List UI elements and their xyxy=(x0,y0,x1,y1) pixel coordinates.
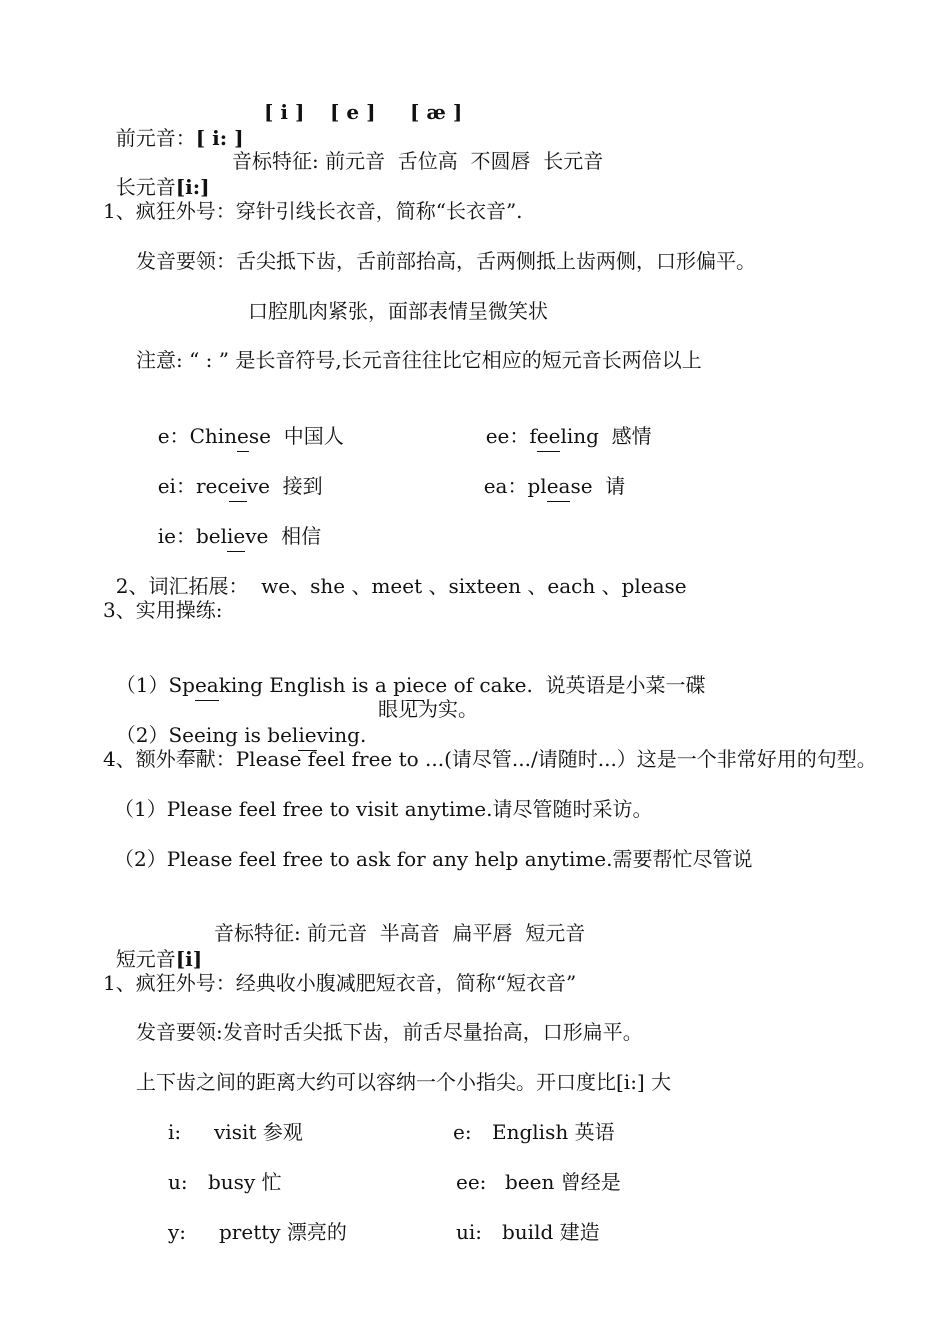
vocab-line xyxy=(103,547,687,599)
short-spelling-letters: y: xyxy=(168,1220,187,1244)
practice-sentence-1 xyxy=(103,646,706,698)
text-part: （2）S xyxy=(115,723,183,747)
text-part: ce of cake. 说英语是小菜一碟 xyxy=(424,673,706,697)
short-pronunciation-2: 上下齿之间的距离大约可以容纳一个小指尖。开口度比[i:] 大 xyxy=(136,1070,672,1094)
long-section-4-title: 4、额外奉献：Please feel free to ...(请尽管.../请随时...）这是一个非常好用的句型。 xyxy=(103,747,877,771)
long-section-1-title: 1、疯狂外号：穿针引线长衣音，简称“长衣音”. xyxy=(103,199,523,223)
word-meaning: 接到 xyxy=(282,474,323,498)
underlined-letters: ie xyxy=(405,673,425,697)
front-vowels-label: 前元音： xyxy=(115,126,196,150)
word-part: ve xyxy=(245,524,269,548)
short-vowel-features: 音标特征: 前元音 半高音 扁平唇 短元音 xyxy=(214,921,586,945)
underlined-letters: ee xyxy=(536,424,561,448)
word-meaning: 感情 xyxy=(611,424,652,448)
underlined-letters: ee xyxy=(182,723,206,747)
word-part: rec xyxy=(195,474,229,498)
short-vowel-heading-prefix: 短元音 xyxy=(115,947,176,971)
long-section-3-title: 3、实用操练: xyxy=(103,598,223,622)
spelling-example xyxy=(473,397,652,449)
text-part: ing is bel xyxy=(205,723,299,747)
long-section-2-title: 2、词汇拓展： xyxy=(115,574,249,598)
long-vowel-heading-symbol: [i:] xyxy=(175,175,210,199)
spelling-example xyxy=(145,447,323,499)
text-part: king English is a p xyxy=(218,673,406,697)
word-part: pl xyxy=(527,474,547,498)
short-spelling-letters: ui: xyxy=(456,1220,483,1244)
spelling-letters: e： xyxy=(157,424,190,448)
spelling-letters: ee： xyxy=(485,424,530,448)
spelling-letters: ea： xyxy=(483,474,528,498)
underlined-letters: ie xyxy=(227,524,246,548)
short-section-1-title: 1、疯狂外号：经典收小腹减肥短衣音，简称“短衣音” xyxy=(103,971,577,995)
extra-sentence-1: （1）Please feel free to visit anytime.请尽管随时采访。 xyxy=(114,797,653,821)
underlined-letters: ei xyxy=(228,474,247,498)
short-spelling-word: visit 参观 xyxy=(214,1120,303,1144)
short-vowel-heading-symbol: [i] xyxy=(175,947,203,971)
front-vowels-line xyxy=(103,99,244,151)
practice-sentence-2 xyxy=(103,696,366,748)
short-spelling-word: been 曾经是 xyxy=(505,1170,621,1194)
short-spelling-letters: u: xyxy=(168,1170,188,1194)
long-pronunciation-2: 口腔肌肉紧张，面部表情呈微笑状 xyxy=(248,299,548,323)
short-spelling-letters: i: xyxy=(168,1120,182,1144)
long-pronunciation-1: 发音要领：舌尖抵下齿，舌前部抬高，舌两侧抵上齿两侧，口形偏平。 xyxy=(136,249,756,273)
long-note: 注意: “ : ” 是长音符号,长元音往往比它相应的短元音长两倍以上 xyxy=(136,348,702,372)
underlined-letters: e xyxy=(237,424,249,448)
long-vowel-heading-prefix: 长元音 xyxy=(115,175,176,199)
word-part: se xyxy=(248,424,271,448)
spelling-letters: ie： xyxy=(157,524,196,548)
spelling-letters: ei： xyxy=(157,474,196,498)
short-vowel-heading xyxy=(103,920,202,972)
underlined-letters: ie xyxy=(298,723,317,747)
practice-2-meaning: 眼见为实。 xyxy=(378,697,478,721)
symbol-long-i: [ i: ] xyxy=(195,126,244,150)
spelling-example xyxy=(471,447,625,499)
spelling-example xyxy=(145,497,321,549)
word-part: f xyxy=(529,424,537,448)
short-spelling-word: build 建造 xyxy=(502,1220,600,1244)
word-part: se xyxy=(570,474,593,498)
underlined-letters: ea xyxy=(546,474,571,498)
text-part: （1）Sp xyxy=(115,673,195,697)
short-spelling-word: pretty 漂亮的 xyxy=(219,1220,347,1244)
text-part: ving. xyxy=(316,723,367,747)
word-meaning: 请 xyxy=(605,474,626,498)
symbol-e: [ e ] xyxy=(330,100,376,124)
word-part: Chin xyxy=(189,424,238,448)
short-spelling-letters: e: xyxy=(453,1120,472,1144)
spelling-example xyxy=(145,397,344,449)
short-spelling-letters: ee: xyxy=(456,1170,487,1194)
short-spelling-word: English 英语 xyxy=(492,1120,615,1144)
extra-sentence-2: （2）Please feel free to ask for any help anytime.需要帮忙尽管说 xyxy=(114,847,753,871)
long-vowel-heading xyxy=(103,148,210,200)
short-pronunciation-1: 发音要领:发音时舌尖抵下齿，前舌尽量抬高，口形扁平。 xyxy=(136,1020,643,1044)
word-meaning: 中国人 xyxy=(283,424,344,448)
symbol-ae: [ æ ] xyxy=(410,100,463,124)
word-meaning: 相信 xyxy=(281,524,322,548)
word-part: ling xyxy=(560,424,599,448)
symbol-short-i: [ i ] xyxy=(264,100,305,124)
word-part: ve xyxy=(246,474,270,498)
vocab-words: we、she 、meet 、sixteen 、each 、please xyxy=(261,574,687,598)
underlined-letters: ea xyxy=(194,673,219,697)
word-part: bel xyxy=(195,524,227,548)
long-vowel-features: 音标特征: 前元音 舌位高 不圆唇 长元音 xyxy=(232,149,604,173)
short-spelling-word: busy 忙 xyxy=(208,1170,282,1194)
